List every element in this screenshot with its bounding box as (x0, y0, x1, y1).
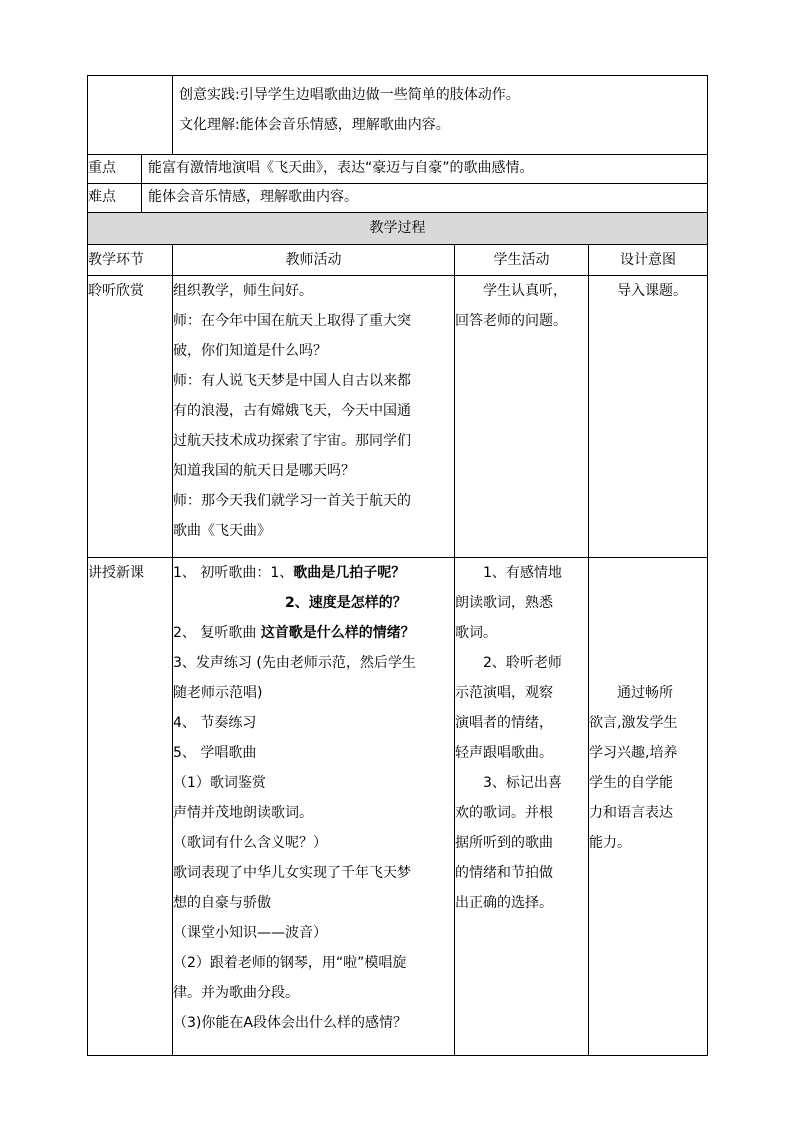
design-line: 欲言,激发学生 (589, 715, 678, 731)
new-lesson-design-cell (589, 558, 708, 1056)
header-student: 学生活动 (455, 245, 589, 276)
teacher-line: 随老师示范唱) (173, 685, 263, 701)
new-lesson-stage: 讲授新课 (88, 558, 173, 1056)
teacher-line: 想的自豪与骄傲 (173, 895, 271, 911)
teacher-line: 破，你们知道是什么吗？ (173, 343, 327, 359)
listening-design-cell (589, 276, 708, 558)
teacher-line: 3、发声练习 (先由老师示范，然后学生 (173, 655, 416, 671)
teacher-line: 过航天技术成功探索了宇宙。那同学们 (173, 433, 411, 449)
listening-stage: 聆听欣赏 (88, 276, 173, 558)
teacher-line: （1）歌词鉴赏 (173, 775, 266, 791)
key-point-label: 重点 (88, 155, 142, 184)
student-line: 回答老师的问题。 (455, 313, 567, 329)
header-stage: 教学环节 (88, 245, 173, 276)
student-line: 学生认真听， (483, 283, 567, 299)
listening-student-cell (455, 276, 589, 558)
student-line: 1、有感情地 (483, 565, 562, 581)
teacher-line: 有的浪漫，古有嫦娥飞天，今天中国通 (173, 403, 411, 419)
teacher-line: （2）跟着老师的钢琴，用“啦”模唱旋 (173, 955, 407, 971)
student-line: 演唱者的情绪， (455, 715, 553, 731)
teacher-line: 师：有人说飞天梦是中国人自古以来都 (173, 373, 411, 389)
design-line: 通过畅所 (617, 685, 673, 701)
teacher-line: 歌词表现了中华儿女实现了千年飞天梦 (173, 865, 411, 881)
process-title: 教学过程 (88, 213, 708, 245)
objectives-cell (173, 76, 708, 155)
objectives-label-cell (88, 76, 173, 155)
design-line: 学生的自学能 (589, 775, 673, 791)
teacher-line: 2、 复听歌曲 这首歌是什么样的情绪？ (173, 625, 415, 641)
lesson-plan-table (87, 75, 708, 1056)
student-line: 欢的歌词。并根 (455, 805, 553, 821)
listening-row (88, 276, 708, 558)
design-line: 力和语言表达 (589, 805, 673, 821)
difficulty-cell (142, 184, 708, 213)
process-banner-row (88, 213, 708, 245)
student-line: 朗读歌词，熟悉 (455, 595, 553, 611)
student-line: 的情绪和节拍做 (455, 865, 553, 881)
teacher-line: 歌曲《飞天曲》 (173, 523, 271, 539)
student-line: 出正确的选择。 (455, 895, 553, 911)
teacher-line: 1、 初听歌曲：1、歌曲是几拍子呢？ (173, 565, 406, 581)
student-line: 示范演唱，观察 (455, 685, 553, 701)
teacher-line: 2、速度是怎样的？ (285, 595, 407, 611)
design-line: 导入课题。 (617, 283, 687, 299)
student-line: 3、标记出喜 (483, 775, 562, 791)
student-line: 据所听到的歌曲 (455, 835, 553, 851)
column-header-row (88, 245, 708, 276)
header-design: 设计意图 (589, 245, 708, 276)
teacher-line: 师：那今天我们就学习一首关于航天的 (173, 493, 411, 509)
objective-creative: 创意实践:引导学生边唱歌曲边做一些简单的肢体动作。 (179, 87, 520, 103)
difficulty-text: 能体会音乐情感，理解歌曲内容。 (148, 189, 358, 205)
teacher-line: （课堂小知识——波音） (173, 925, 327, 941)
new-lesson-student-cell (455, 558, 589, 1056)
teacher-line: 知道我国的航天日是哪天吗？ (173, 463, 355, 479)
difficulty-label: 难点 (88, 184, 142, 213)
listening-teacher-cell (173, 276, 455, 558)
new-lesson-teacher-cell (173, 558, 455, 1056)
objectives-row (88, 76, 708, 155)
new-lesson-row (88, 558, 708, 1056)
teacher-line: （歌词有什么含义呢？） (173, 835, 327, 851)
teacher-line: 师：在今年中国在航天上取得了重大突 (173, 313, 411, 329)
key-point-cell (142, 155, 708, 184)
header-teacher: 教师活动 (173, 245, 455, 276)
teacher-line: （3)你能在A段体会出什么样的感情？ (173, 1015, 407, 1031)
student-line: 轻声跟唱歌曲。 (455, 745, 553, 761)
difficulty-row (88, 184, 708, 213)
teacher-line: 5、 学唱歌曲 (173, 745, 257, 761)
teacher-line: 律。并为歌曲分段。 (173, 985, 299, 1001)
teacher-line: 组织教学，师生问好。 (173, 283, 313, 299)
student-line: 歌词。 (455, 625, 497, 641)
key-point-row (88, 155, 708, 184)
design-line: 学习兴趣,培养 (589, 745, 678, 761)
objective-culture: 文化理解:能体会音乐情感，理解歌曲内容。 (179, 117, 450, 133)
design-line: 能力。 (589, 835, 631, 851)
student-line: 2、聆听老师 (483, 655, 562, 671)
teacher-line: 声情并茂地朗读歌词。 (173, 805, 313, 821)
teacher-line: 4、 节奏练习 (173, 715, 257, 731)
key-point-text: 能富有激情地演唱《飞天曲》，表达“豪迈与自豪”的歌曲感情。 (148, 160, 534, 176)
